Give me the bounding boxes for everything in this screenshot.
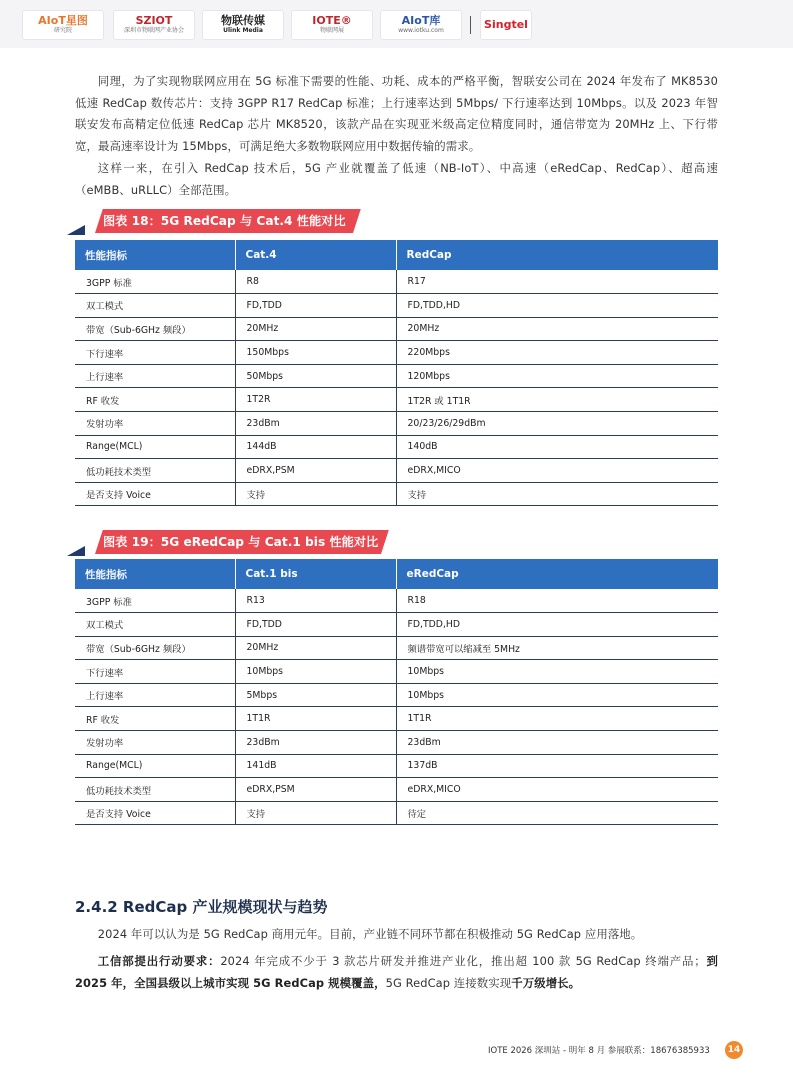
logo-divider (470, 16, 471, 34)
cell: 10Mbps (396, 683, 718, 707)
cell: 23dBm (235, 412, 396, 436)
cell: 50Mbps (235, 364, 396, 388)
table-row (75, 613, 718, 637)
table-row (75, 435, 718, 459)
cell: 220Mbps (396, 341, 718, 365)
cell: Range(MCL) (75, 754, 235, 778)
cell: 120Mbps (396, 364, 718, 388)
cell: 23dBm (235, 731, 396, 755)
cell: RF 收发 (75, 707, 235, 731)
cell: R18 (396, 589, 718, 613)
table-row (75, 459, 718, 483)
cell: 141dB (235, 754, 396, 778)
table-row (75, 731, 718, 755)
table-row (75, 754, 718, 778)
cell: 是否支持 Voice (75, 482, 235, 506)
table-row (75, 341, 718, 365)
cell: 双工模式 (75, 294, 235, 318)
table-row (75, 778, 718, 802)
cell: 下行速率 (75, 660, 235, 684)
cell: 20MHz (235, 317, 396, 341)
cell: eDRX,PSM (235, 459, 396, 483)
cell: R8 (235, 270, 396, 294)
cell: 137dB (396, 754, 718, 778)
cell: FD,TDD (235, 613, 396, 637)
cell: 144dB (235, 435, 396, 459)
cell: 1T1R (396, 707, 718, 731)
emphasis-text: 到 2025 年，全国县级以上城市实现 5G RedCap 规模覆盖， (75, 954, 718, 990)
figure-18-caption (73, 209, 353, 233)
cell: 待定 (396, 801, 718, 825)
cell: 150Mbps (235, 341, 396, 365)
figure-19-caption-text: 图表 19：5G eRedCap 与 Cat.1 bis 性能对比 (103, 535, 379, 549)
caption-accent-shape (67, 225, 85, 235)
header-cat1bis: Cat.1 bis (235, 559, 396, 589)
cell: 1T1R (235, 707, 396, 731)
body-text: 2024 年完成不少于 3 款芯片研发并推进产业化，推出超 100 款 5G RedCap 终端产品； (220, 954, 706, 968)
header-redcap: RedCap (396, 240, 718, 270)
cell: 低功耗技术类型 (75, 778, 235, 802)
cell: 20MHz (396, 317, 718, 341)
cell: eDRX,MICO (396, 459, 718, 483)
cell: 发射功率 (75, 412, 235, 436)
cell: FD,TDD (235, 294, 396, 318)
cell: 频谱带宽可以缩减至 5MHz (396, 636, 718, 660)
intro-paragraph-1: 同理，为了实现物联网应用在 5G 标准下需要的性能、功耗、成本的严格平衡，智联安公司在 2024 年发布了 MK8530 低速 RedCap 数传芯片：支持 3GPP R17 RedCap 标准；上行速率达到 5Mbps/ 下行速率达到 10Mbps。以及 2023 年智联安发布高精定位低速 RedCap 芯片 MK8520，该款产品在实现亚米级高定位精度同时，通信带宽为 20MHz 上、下行带宽，最高速率设计为 15Mbps，可满足绝大多数物联网应用中数据传输的需求。 (75, 74, 718, 153)
table-row (75, 317, 718, 341)
logo-iote: IOTE® 物联网展 (291, 10, 373, 40)
table-eredcap-vs-cat1bis (75, 559, 718, 825)
emphasis-text: 工信部提出行动要求： (97, 954, 221, 968)
cell: 3GPP 标准 (75, 589, 235, 613)
cell: 上行速率 (75, 364, 235, 388)
logo-singtel: Singtel (480, 10, 532, 40)
cell: 带宽（Sub-6GHz 频段） (75, 636, 235, 660)
figure-18-caption-text: 图表 18：5G RedCap 与 Cat.4 性能对比 (103, 214, 346, 228)
section-paragraph-2 (75, 951, 718, 994)
cell: 1T2R (235, 388, 396, 412)
cell: eDRX,MICO (396, 778, 718, 802)
cell: 20MHz (235, 636, 396, 660)
table-row (75, 294, 718, 318)
table-row (75, 589, 718, 613)
table-header-row (75, 559, 718, 589)
section-title: 2.4.2 RedCap 产业规模现状与趋势 (75, 898, 328, 916)
cell: 140dB (396, 435, 718, 459)
cell: 低功耗技术类型 (75, 459, 235, 483)
cell: 支持 (235, 482, 396, 506)
cell: 带宽（Sub-6GHz 频段） (75, 317, 235, 341)
cell: 10Mbps (396, 660, 718, 684)
cell: 下行速率 (75, 341, 235, 365)
cell: RF 收发 (75, 388, 235, 412)
header-metric: 性能指标 (75, 240, 235, 270)
cell: 支持 (396, 482, 718, 506)
header-logo-bar (0, 0, 793, 48)
cell: 是否支持 Voice (75, 801, 235, 825)
section-paragraph-1: 2024 年可以认为是 5G RedCap 商用元年。目前，产业链不同环节都在积极推动 5G RedCap 应用落地。 (97, 927, 643, 941)
caption-accent-shape (67, 546, 85, 556)
table-row (75, 801, 718, 825)
cell: 23dBm (396, 731, 718, 755)
page-number-badge: 14 (725, 1041, 743, 1059)
table-row (75, 388, 718, 412)
table-row (75, 683, 718, 707)
table-row (75, 482, 718, 506)
cell: 1T2R 或 1T1R (396, 388, 718, 412)
header-eredcap: eRedCap (396, 559, 718, 589)
cell: Range(MCL) (75, 435, 235, 459)
table-row (75, 636, 718, 660)
emphasis-text: 千万级增长。 (511, 975, 581, 990)
cell: FD,TDD,HD (396, 294, 718, 318)
body-text: 5G RedCap 连接数实现 (385, 975, 512, 990)
cell: 10Mbps (235, 660, 396, 684)
figure-19-caption (73, 530, 383, 554)
logo-aiotku: AIoT库 www.iotku.com (380, 10, 462, 40)
logo-ulink-media: 物联传媒 Ulink Media (202, 10, 284, 40)
table-row (75, 707, 718, 731)
cell: 5Mbps (235, 683, 396, 707)
header-metric: 性能指标 (75, 559, 235, 589)
cell: 20/23/26/29dBm (396, 412, 718, 436)
cell: 发射功率 (75, 731, 235, 755)
table-row (75, 660, 718, 684)
cell: 双工模式 (75, 613, 235, 637)
table-row (75, 364, 718, 388)
table-redcap-vs-cat4 (75, 240, 718, 506)
table-header-row (75, 240, 718, 270)
cell: R17 (396, 270, 718, 294)
cell: 上行速率 (75, 683, 235, 707)
footer-text: IOTE 2026 深圳站 - 明年 8 月 参展联系：18676385933 (488, 1046, 710, 1056)
cell: eDRX,PSM (235, 778, 396, 802)
cell: 支持 (235, 801, 396, 825)
table-row (75, 412, 718, 436)
logo-aiot-xingtu: AIoT星图 研究院 (22, 10, 104, 40)
header-cat4: Cat.4 (235, 240, 396, 270)
cell: FD,TDD,HD (396, 613, 718, 637)
intro-paragraph-2: 这样一来，在引入 RedCap 技术后，5G 产业就覆盖了低速（NB-IoT）、中高速（eRedCap、RedCap）、超高速（eMBB、uRLLC）全部范围。 (75, 161, 718, 197)
logo-sziot: SZIOT 深圳市物联网产业协会 (113, 10, 195, 40)
table-row (75, 270, 718, 294)
cell: 3GPP 标准 (75, 270, 235, 294)
cell: R13 (235, 589, 396, 613)
